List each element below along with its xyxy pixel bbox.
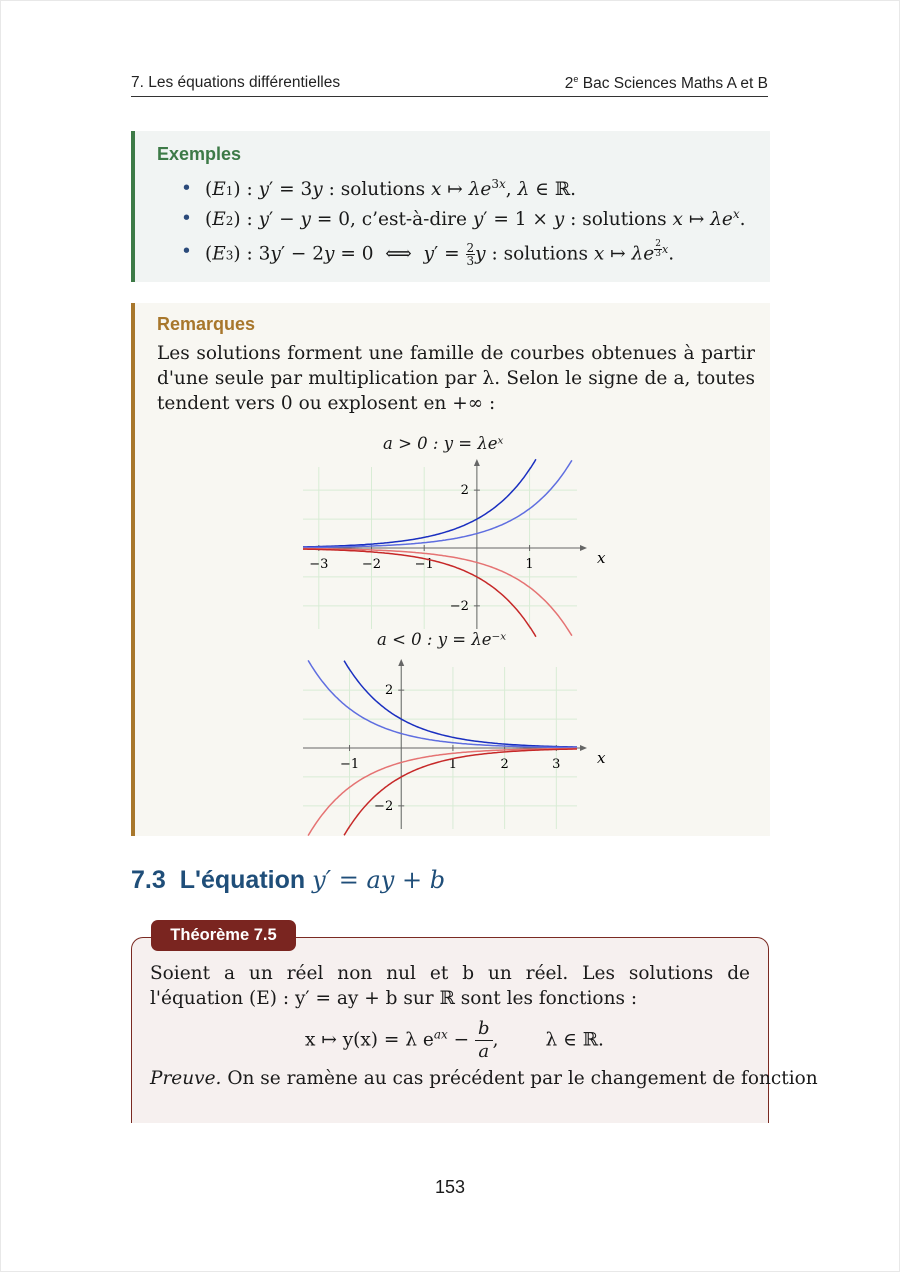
course-title: 2e Bac Sciences Maths A et B	[564, 74, 768, 93]
proof-label: Preuve.	[150, 1068, 222, 1089]
x-axis-arrow	[580, 545, 587, 551]
x-tick-label: 3	[552, 757, 561, 772]
chart-exp-negative	[295, 663, 615, 833]
theorem-statement: Soient a un réel non nul et b un réel. Les solutions de l'équation (E) : y′ = ay + b sur ℝ sont les fonctions :	[150, 963, 750, 1009]
x-tick-label: −1	[339, 757, 360, 772]
y-axis-arrow	[398, 659, 404, 666]
x-tick-label: −2	[361, 557, 382, 572]
page-number: 153	[434, 1177, 466, 1197]
running-header	[131, 74, 768, 97]
section-heading	[131, 866, 445, 895]
theorem-label: Théorème 7.5	[151, 920, 296, 951]
x-tick-label: 2	[500, 757, 509, 772]
y-tick-label: −2	[374, 798, 394, 814]
theorem-proof	[150, 1068, 818, 1089]
example-item-3: • (E3) : 3y′ − 2y = 0 ⟺ y′ = $\frac{2}{3}$ y : solutions x ↦ λe $^{\frac{2}{3} x}$.	[181, 239, 675, 269]
examples-box	[131, 131, 770, 282]
formula-fraction: $\frac{b}{a}$	[475, 1018, 493, 1063]
bullet-icon: •	[181, 178, 192, 199]
x-axis-label: x	[597, 549, 606, 567]
chart-1-title: a > 0 : y = λeˣ	[383, 434, 504, 453]
x-tick-label: 1	[525, 557, 534, 572]
section-equation: y′ = ay + b	[312, 866, 446, 894]
y-axis-arrow	[474, 459, 480, 466]
bullet-icon: •	[181, 241, 192, 262]
x-axis-arrow	[580, 745, 587, 751]
curve-lambda-1	[344, 661, 577, 747]
x-tick-label: 1	[448, 757, 458, 772]
proof-text: On se ramène au cas précédent par le changement de fonction	[227, 1068, 818, 1089]
y-tick-label: −2	[449, 598, 469, 614]
examples-list	[157, 177, 746, 270]
x-axis-label: x	[597, 749, 606, 767]
chart-2-title: a < 0 : y = λe⁻ˣ	[377, 630, 507, 649]
examples-title: Exemples	[157, 144, 242, 164]
section-number: 7.3	[131, 866, 166, 894]
bullet-icon: •	[181, 208, 192, 229]
chapter-title: 7. Les équations différentielles	[131, 74, 341, 91]
example-item-1: • (E1) : y′ = 3y : solutions x ↦ $\lambda e^{3x}$, λ ∈ ℝ.	[181, 177, 577, 201]
theorem-formula: x ↦ y(x) = λ $e^{ax}$ − $\frac{b}{a}$ , λ ∈ ℝ.	[305, 1018, 604, 1062]
chart-exp-positive	[295, 463, 615, 633]
y-tick-label: 2	[460, 483, 469, 499]
remarks-text: Les solutions forment une famille de courbes obtenues à partir d'une seule par multiplication par λ. Selon le signe de a, toutes tendent vers 0 ou explosent en +∞ :	[157, 343, 755, 414]
x-tick-label: −1	[414, 557, 434, 572]
curve-lambda-neg1	[344, 749, 577, 835]
section-title: L'équation	[179, 866, 306, 894]
y-tick-label: 2	[384, 683, 394, 699]
curve-lambda-1	[303, 459, 536, 547]
x-tick-label: −3	[309, 557, 329, 572]
remarks-box	[131, 303, 770, 836]
remarks-title: Remarques	[157, 314, 256, 334]
example-item-2: • (E2) : y′ − y = 0, c’est-à-dire y′ = 1 × y : solutions x ↦ $\lambda e^x$.	[181, 207, 746, 231]
